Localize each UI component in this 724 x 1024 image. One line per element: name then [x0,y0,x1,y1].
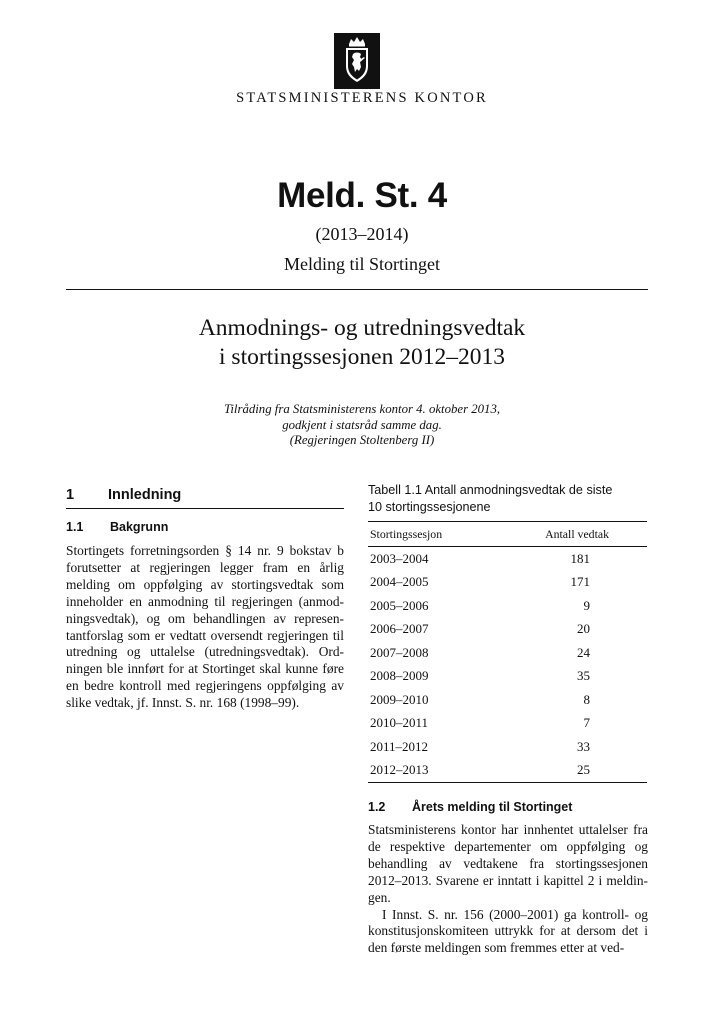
coat-of-arms-logo [334,33,380,89]
table-row [368,547,647,571]
approval-line2: godkjent i statsråd samme dag. [282,417,442,432]
table-cell-session: 2009–2010 [370,691,429,707]
paragraph: Statsministerens kontor har innhentet uttalelser fra de respektive departementer om oppfølging og behandling av vedtakene fra stortingssesjonen 2012–2013. Svarene er inntatt i kapittel 2 i meldingen. [368,822,648,905]
table-cell-session: 2003–2004 [370,550,429,566]
document-years: (2013–2014) [315,224,409,244]
section-1-1-text: Stortingets forretningsorden § 14 nr. 9 bokstav b forutsetter at regjeringen legger fram en årlig melding om oppfølging av stortingsvedtak som inneholder en anmodning til regjeringen (anmodningsvedtak), og om behandlingen av representantforslag som er vedtatt oversendt regjeringen til utredning og uttalelse (utredningsvedtak). Ordningen ble innført for at Stortinget skal kunne føre en bedre kontroll med regjeringens oppfølging av slike vedtak, jf. Innst. S. nr. 168 (1998–99). [66,543,344,711]
table-cell-count: 171 [570,574,590,590]
table-cell-count: 181 [570,550,590,566]
main-title-line1: Anmodnings- og utredningsvedtak [198,315,526,341]
table-caption-line1: Tabell 1.1 Antall anmodningsvedtak de siste [368,483,613,497]
table-row [368,618,647,642]
approval-line3: (Regjeringen Stoltenberg II) [289,433,435,447]
table-cell-session: 2008–2009 [370,668,429,684]
title-divider [66,289,648,290]
section-title: Innledning [108,487,182,503]
table-row [368,641,647,665]
table-row [368,571,647,595]
table-header-session: Stortingssesjon [368,522,520,547]
table-row [368,759,647,783]
section-1-1-heading [66,520,168,534]
document-type: Melding til Stortinget [284,254,440,274]
section-title: Bakgrunn [110,520,169,534]
organization-name: STATSMINISTERENS KONTOR [236,90,488,106]
table-cell-session: 2011–2012 [370,738,429,754]
table-caption [368,482,650,516]
table-cell-count: 24 [577,644,590,660]
table-cell-count: 9 [583,597,590,613]
table-cell-count: 25 [520,759,647,783]
table-header-row [368,522,647,547]
table-cell-count: 20 [577,621,590,637]
table-cell-count: 33 [577,738,590,754]
table-cell-session: 2006–2007 [370,621,429,637]
section-number: 1 [66,487,75,503]
statistics-table [368,521,647,783]
table-row [368,712,647,736]
table-cell-count: 8 [583,691,590,707]
main-title [0,314,724,372]
table-row [368,594,647,618]
section-divider [66,508,344,509]
table-header-count: Antall vedtak [520,522,647,547]
table-cell-count: 7 [583,715,590,731]
table-row [368,665,647,689]
section-number: 1.1 [66,520,84,534]
approval-line1: Tilråding fra Statsministerens kontor 4. oktober 2013, [223,402,501,416]
document-title: Meld. St. 4 [277,176,447,215]
table-row [368,735,647,759]
table-cell-session: 2007–2008 [370,644,429,660]
paragraph: I Innst. S. nr. 156 (2000–2001) ga kontroll- og konstitusjonskomiteen uttrykk for at dersom det i den første meldingen som fremmes etter at ved- [368,906,648,956]
section-1-2-heading [368,800,572,814]
approval-note [0,402,724,449]
table-cell-count: 35 [577,668,590,684]
table-cell-session: 2004–2005 [370,574,429,590]
section-number: 1.2 [368,800,386,814]
section-title: Årets melding til Stortinget [412,800,573,814]
main-title-line2: i stortingssesjonen 2012–2013 [219,344,505,370]
table-cell-session: 2010–2011 [370,715,429,731]
section-1-2-text [368,822,648,957]
table-cell-session: 2012–2013 [368,759,520,783]
table-cell-session: 2005–2006 [370,597,429,613]
table-caption-line2: 10 stortingssesjonene [368,500,491,514]
section-1-heading [66,487,181,503]
table-row [368,688,647,712]
